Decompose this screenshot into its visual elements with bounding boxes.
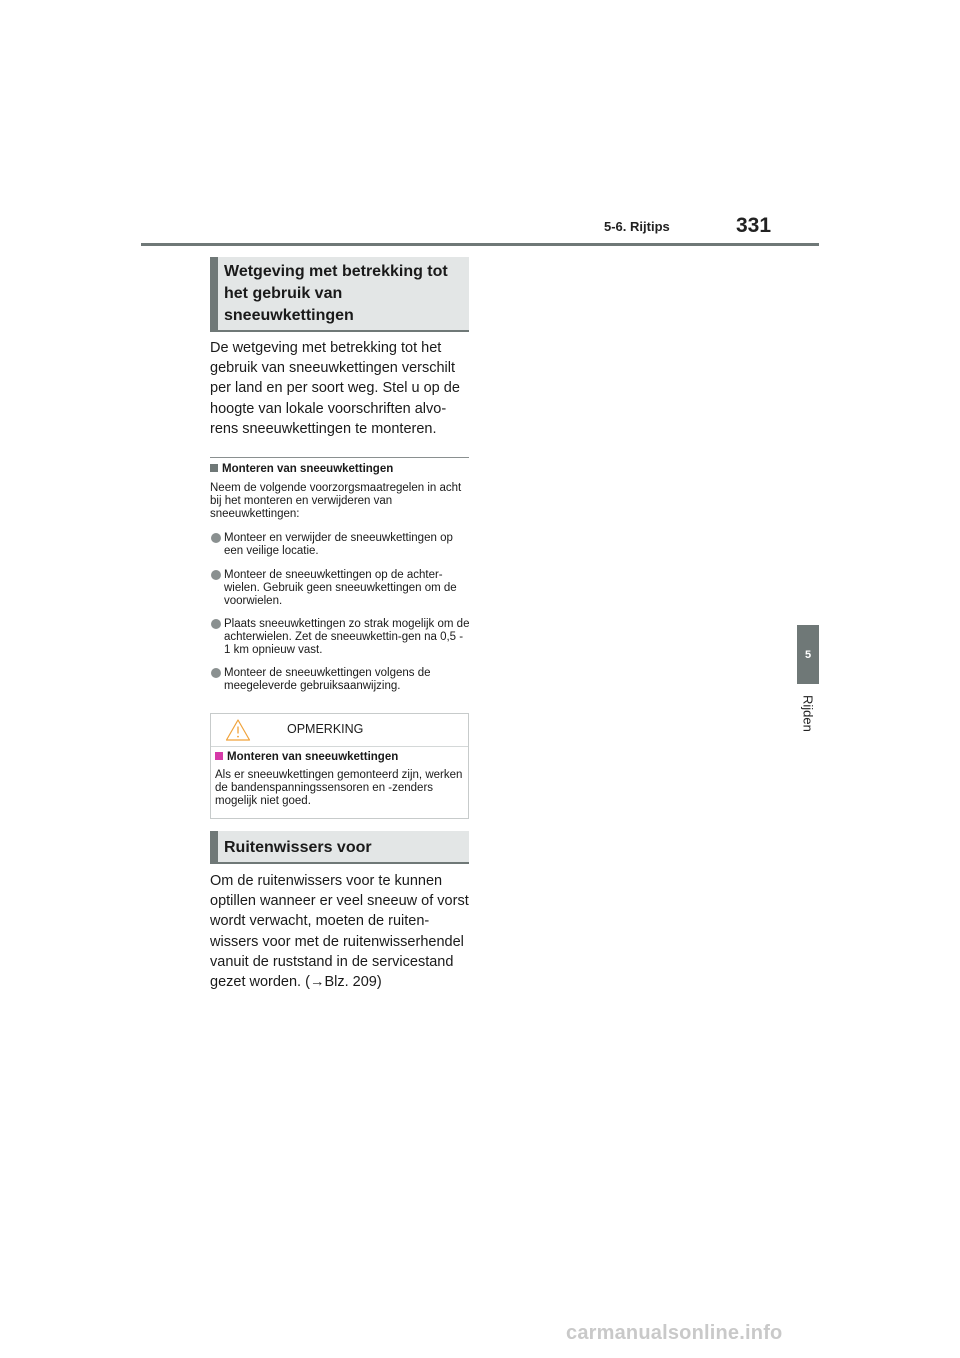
- list-item-text: Monteer de sneeuwkettingen volgens de meegeleverde gebruiksaanwijzing.: [224, 667, 431, 692]
- notice-subheading: [215, 750, 398, 764]
- chapter-tab: 5: [797, 625, 819, 684]
- list-item: [210, 618, 472, 656]
- list-item: [210, 532, 472, 558]
- subheading-mounting: [210, 462, 393, 476]
- subsection-divider: [210, 457, 469, 458]
- chapter-label: Rijden: [800, 694, 816, 732]
- section-heading-wipers: Ruitenwissers voor: [210, 831, 469, 864]
- section-body-snow-chains: De wetgeving met betrekking tot het gebruik van sneeuwkettingen verschilt per land en per soort weg. Stel u op de hoogte van lokale voorschriften alvo-rens sneeuwkettingen te monteren.: [210, 340, 460, 437]
- subheading-text: Monteren van sneeuwkettingen: [222, 463, 394, 475]
- bullet-dot-icon: [211, 570, 221, 580]
- section-title: 5-6. Rijtips: [604, 219, 670, 234]
- header-divider: [141, 243, 819, 246]
- notice-title: OPMERKING: [287, 722, 364, 736]
- bullet-dot-icon: [211, 619, 221, 629]
- notice-box: [210, 713, 469, 819]
- square-bullet-icon: [210, 464, 218, 472]
- section-body-wipers: Om de ruitenwissers voor te kunnen optillen wanneer er veel sneeuw of vorst wordt verwacht, moeten de ruiten-wissers voor met de ruitenwisserhendel vanuit de ruststand in de servicestand gezet worden. (→Blz. 209): [210, 873, 469, 991]
- notice-text: Als er sneeuwkettingen gemonteerd zijn, werken de bandenspanningssensoren en -zenders mogelijk niet goed.: [215, 769, 463, 807]
- list-item-text: Monteer en verwijder de sneeuwkettingen op een veilige locatie.: [224, 532, 453, 557]
- list-item: [210, 569, 472, 607]
- list-item-text: Monteer de sneeuwkettingen op de achter-wielen. Gebruik geen sneeuwkettingen om de voorwielen.: [224, 569, 457, 607]
- warning-triangle-icon: [225, 718, 251, 742]
- precautions-intro: Neem de volgende voorzorgsmaatregelen in acht bij het monteren en verwijderen van sneeuwkettingen:: [210, 482, 462, 520]
- bullet-dot-icon: [211, 533, 221, 543]
- watermark: carmanualsonline.info: [566, 1322, 783, 1344]
- bullet-dot-icon: [211, 668, 221, 678]
- page-number: 331: [736, 214, 772, 237]
- section-heading-snow-chains: Wetgeving met betrekking tot het gebruik van sneeuwkettingen: [210, 257, 469, 332]
- list-item: [210, 667, 472, 693]
- list-item-text: Plaats sneeuwkettingen zo strak mogelijk om de achterwielen. Zet de sneeuwkettin-gen na 0,5 - 1 km opnieuw vast.: [224, 618, 470, 656]
- notice-subheading-text: Monteren van sneeuwkettingen: [227, 751, 399, 763]
- square-bullet-icon: [215, 752, 223, 760]
- notice-header: [211, 714, 468, 747]
